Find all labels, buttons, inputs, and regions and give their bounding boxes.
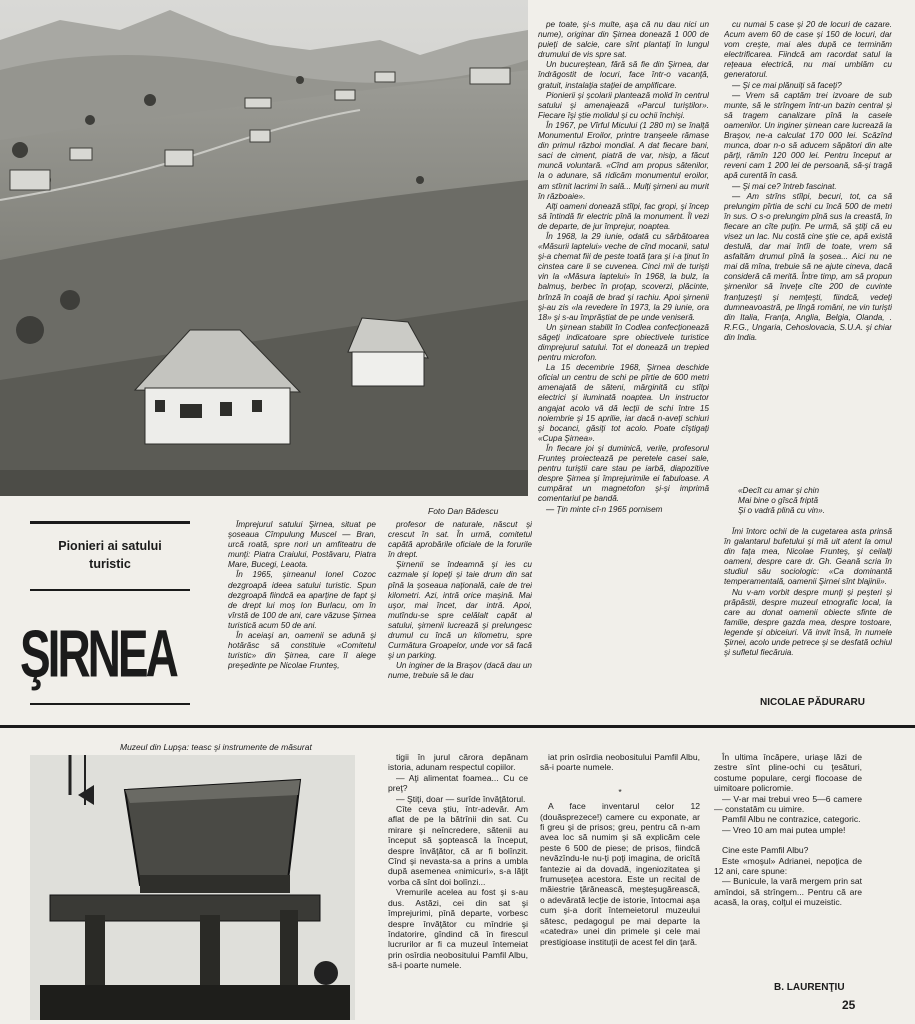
top-column-1: Împrejurul satului Şirnea, situat pe şoseaua Cîmpulung Muscel — Bran, urcă roată, spre nori un amfiteatru de munţi: Piatra Craiului, Postăvaru, Piatra Mare, Bucegi, Leaota. În 1965, şirneanul Ionel Cozoc dezgroapă ideea satului turistic. Spun dezgroapă fiindcă ea aparţine de fapt şi de drept lui moş Ion Burlacu, om în vîrstă de 100 de ani, care văzuse Şirnea turistică acum 50 de ani. În aceiaşi an, oamenii se adună şi hotărăsc să constituie «Comitetul turistic» din Şirnea, care îl alege preşedinte pe Nicolae Frunteş,: [228, 520, 376, 671]
bottom-column-1: tigii în jurul cărora depănam istoria, adunam respectul copiilor. — Aţi alimentat foamea... Cu ce preţ? — Ştiţi, doar — surîde învăţătorul. Cîte ceva ştiu, într-adevăr. Am aflat de pe la bătrînii din sat. Cu mirare şi neîncredere, sătenii au început să şoptească la început, despre învăţător, că ar fi bolînzit. Cînd şi nevasta-sa a prins a umbla după asemenea «nimicuri», s-a lăţit vorba că sînt doi bolînzi... Vremurile acelea au fost şi s-au dus. Astăzi, cei din sat şi împrejurimi, pînă departe, vorbesc despre învăţător cu mîndrie şi îndatorire, gîndind că în firescul lucrurilor ar fi ca muzeul întemeiat prin osîrdia neobositului Pamfil Albu, să-i poarte numele.: [388, 752, 528, 971]
bottom-author: B. LAURENŢIU: [774, 982, 845, 993]
top-column-3: pe toate, şi-s multe, aşa că nu dau nici un nume), originar din Şirnea donează 1 000 de puieţi de salcie, care sînt plantaţi în lungul drumului de vis spre sat. Un bucureştean, fără să fie din Şirnea, dar îndrăgostit de locuri, face într-o vacanţă, gratuit, instalaţia staţiei de amplificare. Pionierii şi şcolarii plantează molid în centrul satului şi amenajează «Parcul turiştilor». Fiecare îşi ştie molidul şi cu ochii închişi. În 1967, pe Vîrful Micului (1 280 m) se înalţă Monumentul Eroilor, printre tranşeele rămase din primul război mondial. A dat fiecare bani, saci de ciment, piatră de var, nisip, a făcut muncă voluntară. «Cînd am propus sătenilor, la o adunare, să ridicăm monumentul eroilor, am stîrnit lacrimi în sală... Mulţi şirneni au murit în războaie». Alţi oameni donează stîlpi, fac gropi, şi încep să întindă fir electric pînă la monument. Îl vezi de departe, de jur împrejur, noaptea. În 1968, la 29 iunie, odată cu sărbătoarea «Măsurii laptelui» veche de cînd mocanii, satul şi-a chemat fiii de peste toată ţara şi i-a ţinut în cinstea care li se cuvenea. Cinci mii de turişti vin la «Măsura laptelui» în 1968, la bulz, la balmuş, berbec în proţap, scoverzi, plăcinte, brînză în coajă de brad şi rachiu. Apoi şirnenii şi-au zis «la revedere în 1973, la 29 iunie, ora 18» şi s-au împrăştiat de pe unde veniseră. Un şirnean stabilit în Codlea confecţionează săgeţi indicatoare spre obiectivele turistice dimprejurul satului. Tot el donează un trepied pentru microfon. La 15 decembrie 1968, Şirnea deschide oficial un centru de schi pe pîrtie de 600 metri amenajată de săteni, mărginită cu stîlpi electrici şi iluminată noaptea. Un instructor angajat acolo vă dă lecţii de schi între 15 noiembrie şi 15 aprilie, iar dacă n-aveţi schiuri şi bocanci, găsiţi tot acolo. Poate cîştigaţi «Cupa Şirnea». În fiecare joi şi duminică, verile, profesorul Frunteş proiectează pe peretele casei sale, pentru turiştii care stau pe iarbă, diapozitive despre Şirnea şi împrejurimile ei fabuloase. A cumpărat un magnetofon şi-şi imprimă comentariul pe bandă. — Ţin minte cî-n 1965 pornisem: [538, 20, 709, 514]
museum-photo-caption: Muzeul din Lupşa: teasc şi instrumente de măsurat: [120, 742, 312, 752]
top-column-4b: Îmi întorc ochii de la cugetarea asta prinsă în galantarul bufetului şi mă uit atent la omul din faţa mea, Nicolae Frunteş, şi ceilalţi oameni, despre care dr. Gh. Geană scria în studiul său sociologic: «Ca dominantă temperamentală, oamenii Şirnei sînt blajinii». Nu v-am vorbit despre munţi şi peşteri şi prăpăstii, despre muzeul etnografic local, la care au donat oamenii obiecte sfinte de familie, despre gazda mea, despre tostoare, legende şi obiceiuri. Vă invit însă, în numele Şirnei, acolo unde petrece şi se desfată ochiul şi sufletul fiecăruia.: [724, 527, 892, 658]
heading-rule-mid: [30, 589, 190, 591]
top-column-4: cu numai 5 case şi 20 de locuri de cazare. Acum avem 60 de case şi 150 de locuri, dar vom creşte, mai ales după ce terminăm electrificarea. Fiindcă am racordat satul la reţeaua electrică, nu mai umblăm cu generatorul. — Şi ce mai plănuiţi să faceţi? — Vrem să captăm trei izvoare de sub munte, să le strîngem într-un bazin central şi să tragem canalizare pînă la casele oamenilor. Un inginer şirnean care lucrează la Braşov, ne-a calculat 170 000 lei. Scăzînd munca, doar n-o să aducem săpători din alte părţi, rămîn 120 000 lei. Pentru început ar reveni cam 1 200 lei de persoană, să-şi tragă apă curentă în casă. — Şi mai ce? întreb fascinat. — Am strîns stîlpi, becuri, tot, ca să prelungim pîrtia de schi cu încă 500 de metri în sus. O s-o prelungim pînă sus la creastă, în fiecare an cîte puţin. Pe urmă, să ştiţi că eu visez un lac. Nu costă cine ştie ce, apă există destulă, dar mai întîi de toate, vrem să asfaltăm drumul pînă la şosea... Aici nu ne mai dă mîna, trebuie să ne ajute cineva, dacă consideră că merită. Între timp, am să propun şirnenilor să înveţe cîte 200 de cuvinte franţuzeşti şi nemţeşti, fiindcă, vedeţi dumneavoastră, pe lîngă români, ne vin turişti din Italia, Franţa, Anglia, Belgia, Olanda, . R.F.G., Ungaria, Cehoslovacia, S.U.A. şi chiar din India.: [724, 20, 892, 342]
top-author: NICOLAE PĂDURARU: [760, 697, 865, 708]
heading-rule-top: [30, 521, 190, 524]
top-column-2: profesor de naturale, născut şi crescut în sat. În urmă, comitetul capătă aprobările oficiale de la forurile în drept. Şirnenii se îndeamnă şi ies cu cazmale şi lopeţi şi taie drum din sat pînă la şoseaua naţională, cale de trei kilometri. Azi, intră orice maşină. Mai uşor, mai încet, dar intră. Apoi, mutîndu-se spre celălalt capăt al satului, şirnenii lucrează şi prelungesc drumul cu încă un kilometru, spre Curmătura Groapelor, unde vor să facă şi un parking. Un inginer de la Braşov (dacă dau un nume, trebuie să le dau: [388, 520, 532, 681]
page-divider: [0, 725, 915, 728]
section-heading: Pionieri ai satului turistic: [58, 539, 162, 571]
heading-rule-bottom: [30, 703, 190, 705]
village-landscape-photo: [0, 0, 528, 496]
photo-credit: Foto Dan Bădescu: [428, 506, 499, 516]
article-title: ŞIRNEA: [20, 615, 176, 691]
page-number: 25: [842, 998, 856, 1012]
museum-press-photo: [30, 755, 355, 1020]
verse-quote: «Decît cu amar şi chin Mai bine o gîscă friptă Şi o vadră plină cu vin».: [738, 486, 825, 516]
bottom-column-3: În ultima încăpere, uriaşe lăzi de zestre sînt pline-ochi cu ţesături, costume populare, cergi flocoase de uimitoare policromie. — V-ar mai trebui vreo 5—6 camere — constatăm cu uimire. Pamfil Albu ne contrazice, categoric. — Vreo 10 am mai putea umple! Cine este Pamfil Albu? Este «moşul» Adrianei, nepoţica de 12 ani, care spune: — Bunicule, la vară mergem prin sat amîndoi, să strîngem... Pentru că are acasă, la oraş, colţul ei muzeistic.: [714, 752, 862, 908]
bottom-column-2: iat prin osîrdia neobositului Pamfil Albu, să-i poarte numele. * A face inventarul celor 12 (douăsprezece!) camere cu exponate, ar fi greu şi de prisos; greu, pentru că n-am avea loc să numim şi să explicăm cele peste 6 500 de piese; de prisos, fiindcă nevăzîndu-le nu-ţi poţi imagina, de oricîtă fantezie ai da dovadă, ingeniozitatea şi frumuseţea acestora. Este un recital de măiestrie ţărănească, meşteşugărească, o adevărată lecţie de istorie, întocmai aşa cum şi-a dorit întemeietorul muzeului sătesc, pedagogul pe mai departe la «catedra» unei din primele şi cele mai prestigioase instituţii de acest fel din ţară.: [540, 752, 700, 947]
